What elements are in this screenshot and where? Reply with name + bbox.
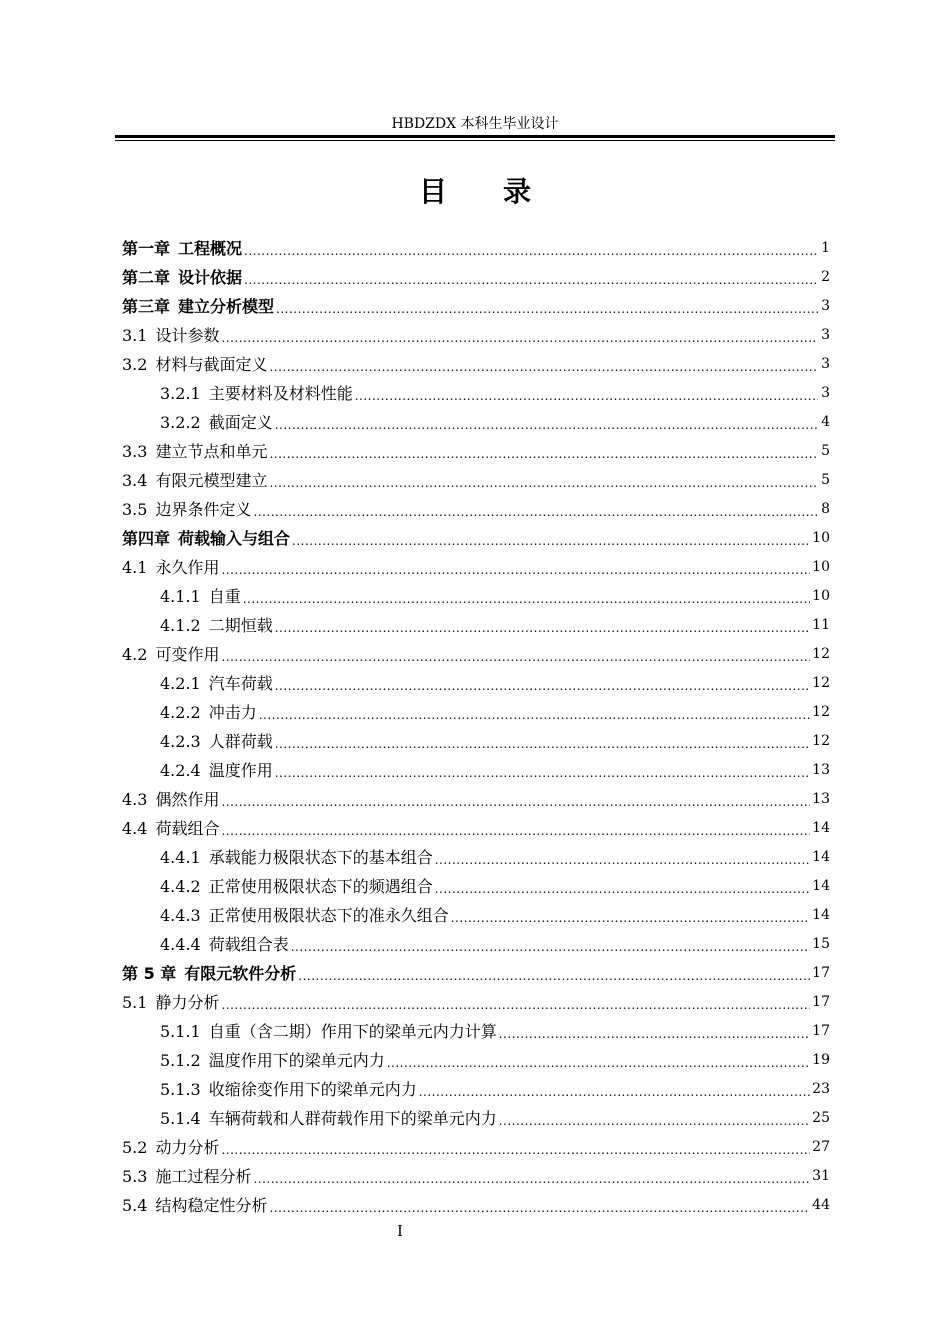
toc-entry-label bbox=[122, 1193, 267, 1216]
toc-entry-title: 有限元软件分析 bbox=[184, 964, 297, 983]
toc-entry-label bbox=[122, 468, 267, 491]
toc-entry-label bbox=[160, 874, 433, 897]
toc-entry-title: 承载能力极限状态下的基本组合 bbox=[208, 848, 433, 867]
toc-entry-label bbox=[122, 439, 267, 462]
toc-entry[interactable] bbox=[122, 668, 830, 697]
toc-entry[interactable] bbox=[122, 842, 830, 871]
toc-entry-page: 12 bbox=[812, 674, 830, 691]
toc-entry-number: 4.4.4 bbox=[160, 935, 201, 954]
toc-title-char-2: 录 bbox=[503, 175, 532, 208]
toc-entry-page: 12 bbox=[812, 645, 830, 662]
toc-entry-number: 4.4.3 bbox=[160, 906, 201, 925]
toc-entry-number: 4.4.2 bbox=[160, 877, 201, 896]
toc-entry-label bbox=[160, 671, 273, 694]
toc-entry-label bbox=[160, 845, 433, 868]
toc-entry-label bbox=[122, 265, 242, 288]
toc-entry[interactable] bbox=[122, 233, 830, 262]
toc-entry-page: 5 bbox=[821, 471, 830, 488]
toc-entry-title: 荷载组合表 bbox=[208, 935, 289, 954]
toc-entry-label bbox=[122, 497, 251, 520]
toc-entry-page: 10 bbox=[812, 529, 830, 546]
toc-entry-number: 4.2.2 bbox=[160, 703, 201, 722]
toc-entry[interactable] bbox=[122, 378, 830, 407]
toc-entry-page: 10 bbox=[812, 558, 830, 575]
toc-entry-number: 4.2.4 bbox=[160, 761, 201, 780]
toc-entry-page: 15 bbox=[812, 935, 830, 952]
toc-entry-number: 4.3 bbox=[122, 790, 148, 809]
toc-entry[interactable] bbox=[122, 1161, 830, 1190]
toc-entry-title: 永久作用 bbox=[155, 558, 220, 577]
toc-entry-label bbox=[122, 1135, 219, 1158]
toc-entry-title: 建立节点和单元 bbox=[155, 442, 268, 461]
toc-entry-title: 自重 bbox=[208, 587, 241, 606]
toc-entry-label bbox=[160, 1019, 497, 1042]
toc-entry[interactable] bbox=[122, 1190, 830, 1219]
toc-leader-dots bbox=[259, 703, 810, 721]
toc-entry-number: 3.2 bbox=[122, 355, 148, 374]
toc-entry-page: 5 bbox=[821, 442, 830, 459]
toc-leader-dots bbox=[275, 413, 818, 431]
toc-leader-dots bbox=[269, 355, 818, 373]
toc-entry-label bbox=[160, 584, 241, 607]
toc-entry[interactable] bbox=[122, 610, 830, 639]
toc-entry-label bbox=[160, 381, 353, 404]
toc-entry-label bbox=[160, 410, 273, 433]
toc-entry-number: 5.1.3 bbox=[160, 1080, 201, 1099]
toc-leader-dots bbox=[499, 1022, 810, 1040]
toc-entry-number: 3.1 bbox=[122, 326, 148, 345]
toc-entry[interactable] bbox=[122, 320, 830, 349]
toc-entry-label bbox=[122, 1164, 251, 1187]
toc-entry-title: 截面定义 bbox=[208, 413, 273, 432]
toc-entry-number: 3.2.2 bbox=[160, 413, 201, 432]
toc-entry-title: 正常使用极限状态下的频遇组合 bbox=[208, 877, 433, 896]
toc-leader-dots bbox=[275, 732, 810, 750]
toc-entry-label bbox=[160, 903, 449, 926]
toc-entry-page: 44 bbox=[812, 1196, 830, 1213]
toc-entry-page: 14 bbox=[812, 819, 830, 836]
page-number-footer: I bbox=[397, 1222, 403, 1240]
toc-entry-number: 第四章 bbox=[122, 529, 171, 548]
toc-leader-dots bbox=[419, 1080, 810, 1098]
toc-entry-title: 可变作用 bbox=[155, 645, 220, 664]
toc-entry-label bbox=[160, 1077, 417, 1100]
toc-entry[interactable] bbox=[122, 1132, 830, 1161]
toc-entry-number: 5.3 bbox=[122, 1167, 148, 1186]
toc-entry-label bbox=[160, 700, 257, 723]
toc-entry-number: 4.2.1 bbox=[160, 674, 201, 693]
toc-entry-page: 13 bbox=[812, 761, 830, 778]
toc-entry[interactable] bbox=[122, 523, 830, 552]
toc-leader-dots bbox=[253, 1167, 810, 1185]
toc-entry-title: 有限元模型建立 bbox=[155, 471, 268, 490]
toc-entry[interactable] bbox=[122, 697, 830, 726]
toc-entry-number: 5.4 bbox=[122, 1196, 148, 1215]
toc-entry-number: 3.4 bbox=[122, 471, 148, 490]
toc-entry-page: 14 bbox=[812, 906, 830, 923]
toc-entry-number: 5.1.4 bbox=[160, 1109, 201, 1128]
toc-entry-title: 车辆荷载和人群荷载作用下的梁单元内力 bbox=[208, 1109, 497, 1128]
toc-entry-number: 第一章 bbox=[122, 239, 171, 258]
toc-entry-title: 设计参数 bbox=[155, 326, 220, 345]
toc-entry-label bbox=[122, 787, 219, 810]
toc-entry-title: 收缩徐变作用下的梁单元内力 bbox=[208, 1080, 417, 1099]
toc-entry-number: 4.1 bbox=[122, 558, 148, 577]
toc-entry-label bbox=[122, 961, 296, 984]
toc-entry-number: 4.1.1 bbox=[160, 587, 201, 606]
table-of-contents bbox=[122, 233, 830, 1219]
toc-entry-page: 3 bbox=[821, 326, 830, 343]
toc-entry[interactable] bbox=[122, 581, 830, 610]
toc-entry-page: 11 bbox=[812, 616, 830, 633]
toc-entry-title: 冲击力 bbox=[208, 703, 257, 722]
toc-entry-title: 工程概况 bbox=[178, 239, 243, 258]
toc-entry[interactable] bbox=[122, 262, 830, 291]
toc-entry-page: 17 bbox=[812, 1022, 830, 1039]
toc-entry-number: 4.2.3 bbox=[160, 732, 201, 751]
toc-entry[interactable] bbox=[122, 1103, 830, 1132]
toc-entry-number: 3.3 bbox=[122, 442, 148, 461]
toc-entry-label bbox=[122, 642, 219, 665]
toc-entry[interactable] bbox=[122, 726, 830, 755]
header-rule-thin bbox=[115, 140, 835, 141]
toc-entry-number: 4.4 bbox=[122, 819, 148, 838]
toc-leader-dots bbox=[221, 326, 818, 344]
toc-entry-page: 3 bbox=[821, 355, 830, 372]
toc-entry[interactable] bbox=[122, 929, 830, 958]
toc-entry-label bbox=[160, 1106, 497, 1129]
toc-entry-page: 14 bbox=[812, 877, 830, 894]
toc-entry-title: 自重（含二期）作用下的梁单元内力计算 bbox=[208, 1022, 497, 1041]
toc-entry-page: 27 bbox=[812, 1138, 830, 1155]
toc-entry-page: 12 bbox=[812, 703, 830, 720]
toc-leader-dots bbox=[451, 906, 810, 924]
toc-entry-page: 3 bbox=[821, 384, 830, 401]
toc-entry-title: 人群荷载 bbox=[208, 732, 273, 751]
toc-leader-dots bbox=[243, 587, 810, 605]
toc-entry-number: 5.2 bbox=[122, 1138, 148, 1157]
toc-leader-dots bbox=[221, 645, 810, 663]
toc-leader-dots bbox=[499, 1109, 810, 1127]
toc-entry[interactable] bbox=[122, 1045, 830, 1074]
toc-entry-title: 设计依据 bbox=[178, 268, 243, 287]
toc-leader-dots bbox=[221, 790, 810, 808]
toc-entry[interactable] bbox=[122, 755, 830, 784]
toc-entry-page: 17 bbox=[812, 964, 830, 981]
toc-entry-label bbox=[160, 1048, 385, 1071]
toc-entry[interactable] bbox=[122, 436, 830, 465]
toc-entry-title: 材料与截面定义 bbox=[155, 355, 268, 374]
toc-entry-label bbox=[122, 990, 219, 1013]
toc-entry-number: 第三章 bbox=[122, 297, 171, 316]
toc-entry[interactable] bbox=[122, 494, 830, 523]
header-rule-thick bbox=[115, 135, 835, 138]
toc-entry-page: 31 bbox=[812, 1167, 830, 1184]
toc-entry-title: 汽车荷载 bbox=[208, 674, 273, 693]
toc-leader-dots bbox=[244, 239, 818, 257]
toc-entry-number: 4.2 bbox=[122, 645, 148, 664]
toc-entry-title: 正常使用极限状态下的准永久组合 bbox=[208, 906, 449, 925]
toc-entry-page: 3 bbox=[821, 297, 830, 314]
toc-leader-dots bbox=[269, 1196, 810, 1214]
toc-entry-page: 10 bbox=[812, 587, 830, 604]
toc-entry-title: 荷载输入与组合 bbox=[178, 529, 291, 548]
toc-leader-dots bbox=[291, 935, 810, 953]
toc-entry-label bbox=[160, 729, 273, 752]
toc-entry[interactable] bbox=[122, 407, 830, 436]
toc-entry-page: 2 bbox=[821, 268, 830, 285]
toc-entry-number: 3.5 bbox=[122, 500, 148, 519]
toc-entry-title: 主要材料及材料性能 bbox=[208, 384, 353, 403]
toc-entry-title: 温度作用 bbox=[208, 761, 273, 780]
toc-entry-label bbox=[122, 236, 242, 259]
toc-entry[interactable] bbox=[122, 784, 830, 813]
toc-leader-dots bbox=[221, 993, 810, 1011]
toc-entry-title: 建立分析模型 bbox=[178, 297, 275, 316]
toc-leader-dots bbox=[269, 442, 818, 460]
toc-entry[interactable] bbox=[122, 871, 830, 900]
toc-entry-title: 二期恒载 bbox=[208, 616, 273, 635]
toc-entry-number: 4.1.2 bbox=[160, 616, 201, 635]
toc-entry-page: 8 bbox=[821, 500, 830, 517]
toc-leader-dots bbox=[292, 529, 810, 547]
toc-entry-page: 23 bbox=[812, 1080, 830, 1097]
toc-entry-label bbox=[122, 526, 290, 549]
toc-entry[interactable] bbox=[122, 465, 830, 494]
toc-entry-title: 边界条件定义 bbox=[155, 500, 252, 519]
toc-entry-number: 5.1 bbox=[122, 993, 148, 1012]
running-header: HBDZDX 本科生毕业设计 bbox=[391, 116, 559, 132]
toc-leader-dots bbox=[221, 819, 810, 837]
toc-leader-dots bbox=[355, 384, 818, 402]
toc-entry-label bbox=[122, 323, 219, 346]
toc-leader-dots bbox=[298, 964, 810, 982]
toc-entry-number: 5.1.2 bbox=[160, 1051, 201, 1070]
toc-entry[interactable] bbox=[122, 639, 830, 668]
toc-entry-title: 温度作用下的梁单元内力 bbox=[208, 1051, 385, 1070]
toc-entry-label bbox=[160, 758, 273, 781]
toc-entry[interactable] bbox=[122, 1016, 830, 1045]
toc-entry-page: 14 bbox=[812, 848, 830, 865]
toc-entry-page: 13 bbox=[812, 790, 830, 807]
toc-entry-title: 荷载组合 bbox=[155, 819, 220, 838]
toc-leader-dots bbox=[253, 500, 818, 518]
toc-leader-dots bbox=[221, 1138, 810, 1156]
toc-leader-dots bbox=[435, 848, 810, 866]
toc-leader-dots bbox=[276, 297, 818, 315]
toc-entry-title: 动力分析 bbox=[155, 1138, 220, 1157]
toc-entry-number: 5.1.1 bbox=[160, 1022, 201, 1041]
toc-title bbox=[115, 174, 835, 210]
toc-entry-page: 17 bbox=[812, 993, 830, 1010]
toc-entry[interactable] bbox=[122, 900, 830, 929]
toc-entry-page: 12 bbox=[812, 732, 830, 749]
toc-entry-page: 25 bbox=[812, 1109, 830, 1126]
toc-entry-number: 3.2.1 bbox=[160, 384, 201, 403]
toc-leader-dots bbox=[387, 1051, 810, 1069]
toc-entry-number: 4.4.1 bbox=[160, 848, 201, 867]
toc-entry-label bbox=[122, 555, 219, 578]
toc-entry-number: 第 5 章 bbox=[122, 964, 177, 983]
toc-entry-label bbox=[122, 816, 219, 839]
toc-leader-dots bbox=[221, 558, 810, 576]
toc-entry-title: 结构稳定性分析 bbox=[155, 1196, 268, 1215]
toc-title-char-1: 目 bbox=[418, 175, 447, 208]
toc-entry[interactable] bbox=[122, 349, 830, 378]
toc-leader-dots bbox=[435, 877, 810, 895]
toc-entry-title: 静力分析 bbox=[155, 993, 220, 1012]
toc-entry[interactable] bbox=[122, 958, 830, 987]
toc-leader-dots bbox=[275, 761, 810, 779]
toc-entry-label bbox=[122, 352, 267, 375]
toc-entry-label bbox=[160, 932, 289, 955]
toc-leader-dots bbox=[244, 268, 818, 286]
toc-entry[interactable] bbox=[122, 987, 830, 1016]
toc-entry[interactable] bbox=[122, 813, 830, 842]
toc-entry-label bbox=[160, 613, 273, 636]
toc-entry-number: 第二章 bbox=[122, 268, 171, 287]
toc-entry[interactable] bbox=[122, 1074, 830, 1103]
toc-entry-page: 1 bbox=[821, 239, 830, 256]
toc-entry-label bbox=[122, 294, 274, 317]
toc-leader-dots bbox=[269, 471, 818, 489]
toc-entry-page: 4 bbox=[821, 413, 830, 430]
toc-entry-title: 偶然作用 bbox=[155, 790, 220, 809]
toc-entry[interactable] bbox=[122, 552, 830, 581]
toc-entry-title: 施工过程分析 bbox=[155, 1167, 252, 1186]
toc-leader-dots bbox=[275, 674, 810, 692]
toc-entry-page: 19 bbox=[812, 1051, 830, 1068]
toc-entry[interactable] bbox=[122, 291, 830, 320]
toc-leader-dots bbox=[275, 616, 810, 634]
